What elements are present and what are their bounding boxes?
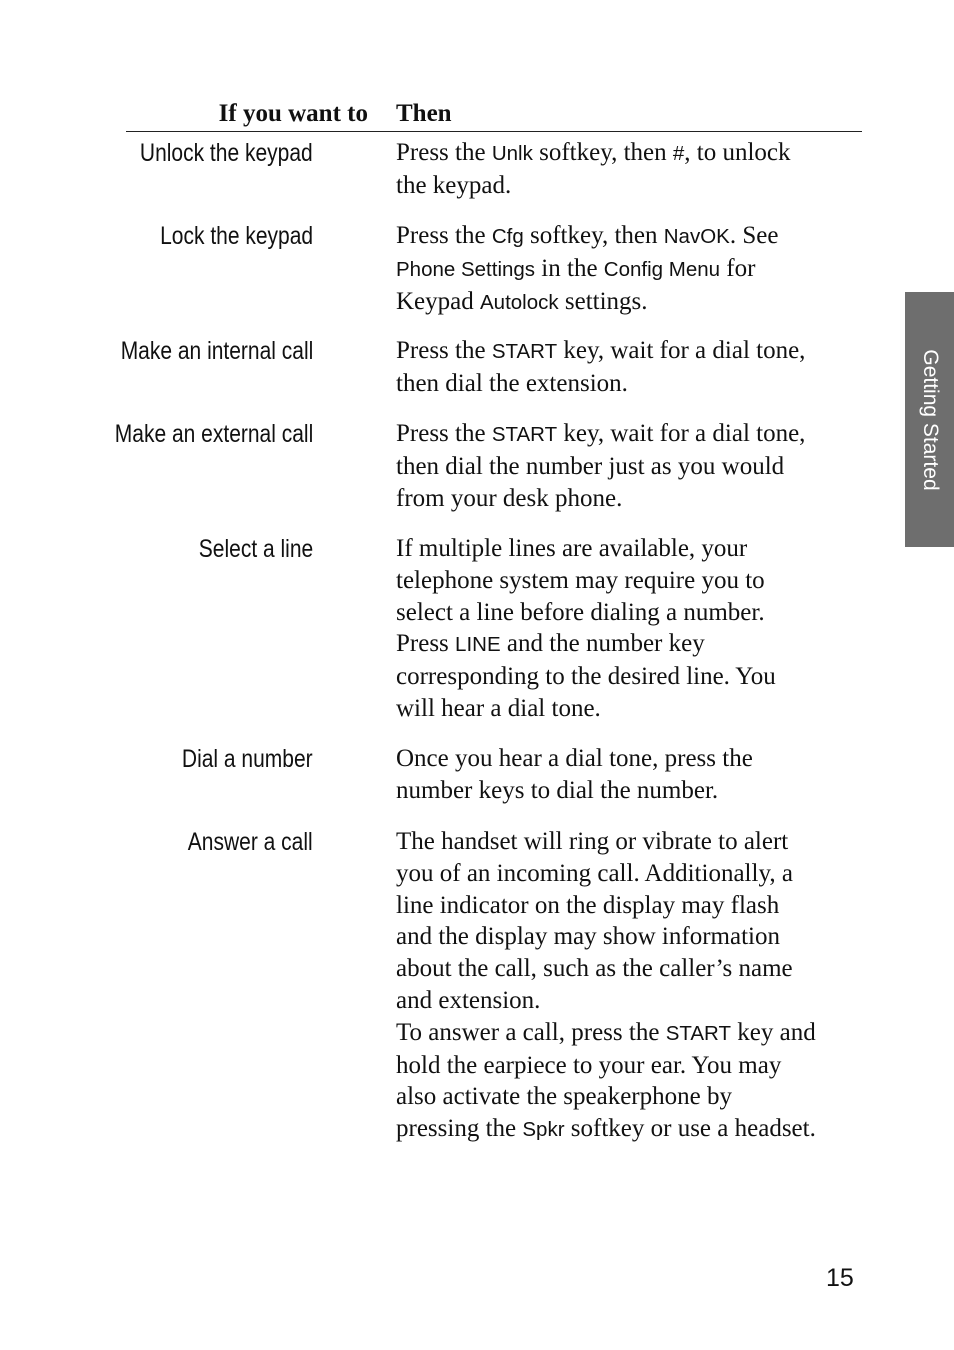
description-line: you of an incoming call. Additionally, a [396, 859, 793, 887]
action-description [396, 137, 866, 202]
action-label: Make an internal call [120, 337, 313, 365]
description-line: Press LINE and the number key [396, 630, 705, 658]
description-line: The handset will ring or vibrate to alert [396, 828, 789, 855]
action-label: Unlock the keypad [140, 139, 313, 167]
header-if-you-want-to: If you want to [218, 100, 368, 127]
description-line: Keypad Autolock settings. [396, 287, 648, 315]
action-description [396, 220, 866, 318]
key-name: # [672, 142, 685, 165]
key-name: LINE [455, 633, 501, 657]
page-number: 15 [826, 1264, 854, 1292]
action-label: Make an external call [114, 420, 313, 448]
description-line: then dial the number just as you would [396, 452, 785, 480]
action-label: Select a line [198, 535, 313, 563]
description-line: Press the Cfg softkey, then NavOK. See [396, 222, 779, 249]
description-line: and extension. [396, 986, 541, 1014]
key-name: Phone Settings [396, 257, 536, 281]
description-line: and the display may show information [396, 923, 780, 951]
key-name: Config Menu [603, 257, 721, 281]
key-name: Spkr [522, 1118, 565, 1142]
description-line: Press the START key, wait for a dial tone, [396, 420, 806, 447]
description-line: If multiple lines are available, your [396, 535, 748, 562]
description-line: Phone Settings in the Config Menu for [396, 254, 756, 282]
action-description [396, 743, 866, 807]
action-description [396, 826, 866, 1146]
action-description [396, 533, 866, 725]
description-line: then dial the extension. [396, 369, 628, 397]
description-line: Press the Unlk softkey, then #, to unlock [396, 139, 791, 166]
action-label: Dial a number [182, 745, 313, 773]
section-tab-label: Getting Started [918, 348, 942, 491]
description-line: pressing the Spkr softkey or use a headset. [396, 1115, 816, 1143]
description-line: hold the earpiece to your ear. You may [396, 1051, 782, 1079]
key-name: Unlk [491, 142, 533, 165]
description-line: also activate the speakerphone by [396, 1083, 732, 1111]
key-name: NavOK [663, 225, 730, 248]
key-name: Autolock [480, 290, 559, 314]
key-name: START [491, 340, 558, 363]
action-description [396, 335, 866, 400]
header-then: Then [396, 100, 452, 127]
key-name: START [665, 1021, 731, 1045]
description-line: the keypad. [396, 171, 512, 199]
description-line: Press the START key, wait for a dial tone, [396, 337, 806, 364]
action-label: Lock the keypad [160, 222, 313, 250]
description-line: from your desk phone. [396, 484, 623, 512]
action-label: Answer a call [188, 828, 313, 856]
table-header [126, 98, 862, 132]
description-line: corresponding to the desired line. You [396, 663, 776, 691]
description-line: will hear a dial tone. [396, 694, 601, 722]
key-name: Cfg [491, 225, 524, 248]
description-line: number keys to dial the number. [396, 776, 719, 804]
description-line: line indicator on the display may flash [396, 891, 780, 919]
key-name: START [491, 423, 558, 446]
description-line: To answer a call, press the START key and [396, 1018, 816, 1046]
description-line: about the call, such as the caller’s name [396, 955, 793, 983]
description-line: Once you hear a dial tone, press the [396, 745, 753, 772]
section-tab-getting-started [905, 292, 954, 547]
action-description [396, 418, 866, 514]
description-line: telephone system may require you to [396, 566, 765, 594]
description-line: select a line before dialing a number. [396, 598, 765, 626]
